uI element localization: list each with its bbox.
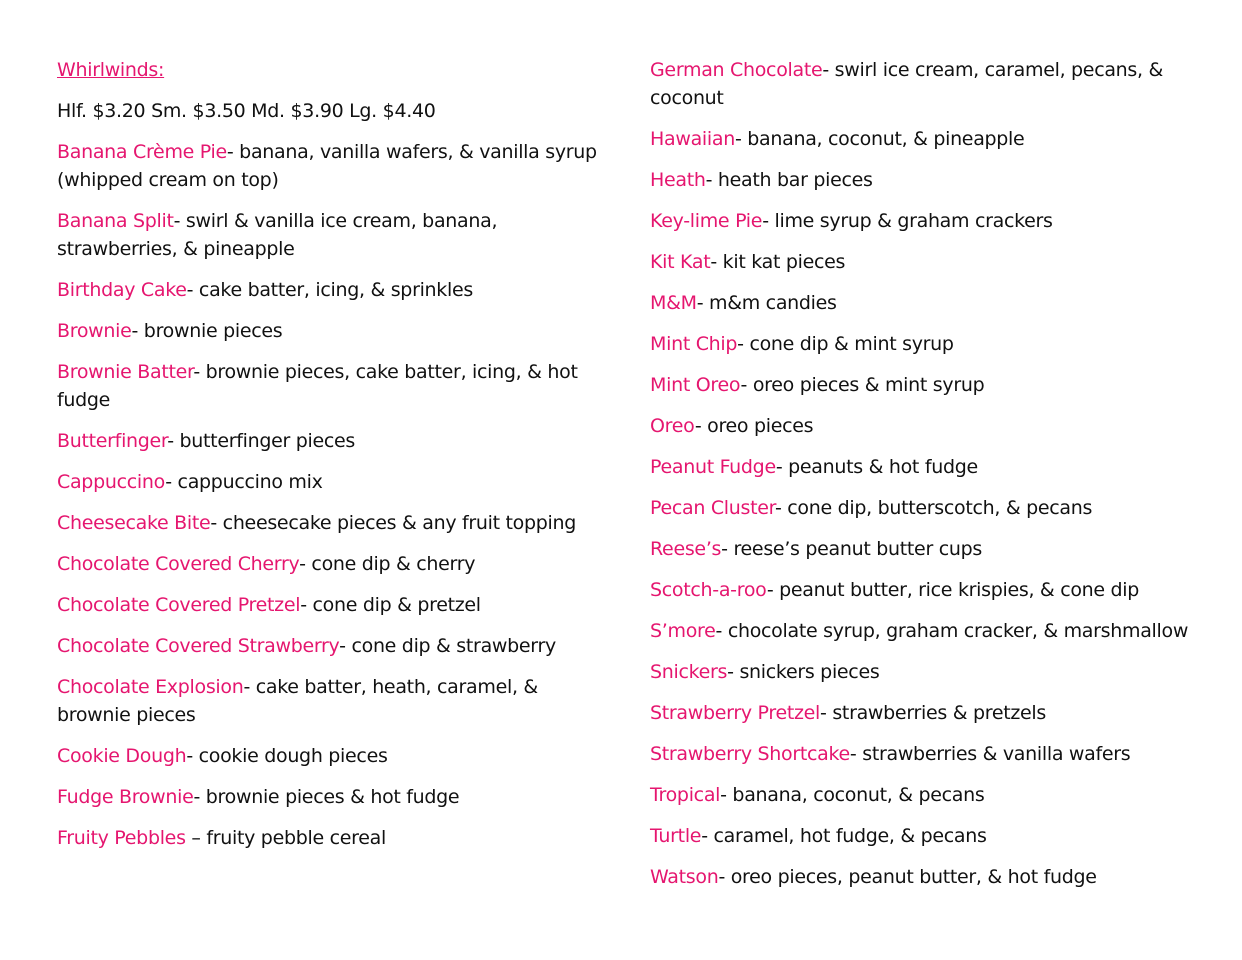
menu-item-name: Mint Oreo: [650, 374, 741, 396]
right-column: [650, 56, 1210, 904]
menu-item-name: Strawberry Pretzel: [650, 702, 821, 724]
menu-item: [57, 783, 617, 811]
menu-item-description: - banana, coconut, & pecans: [720, 784, 985, 806]
menu-item-description: - banana, vanilla wafers, & vanilla syrup (whipped cream on top): [57, 141, 597, 191]
menu-item: [57, 468, 617, 496]
menu-item-name: Chocolate Explosion: [57, 676, 244, 698]
menu-item: [650, 658, 1210, 686]
menu-item-description: - cappuccino mix: [165, 471, 323, 493]
menu-item: [650, 330, 1210, 358]
menu-item: [57, 591, 617, 619]
menu-item-name: Chocolate Covered Pretzel: [57, 594, 301, 616]
menu-item: [650, 781, 1210, 809]
menu-item-name: S’more: [650, 620, 716, 642]
section-title-line: [57, 56, 617, 84]
menu-item-description: - reese’s peanut butter cups: [721, 538, 982, 560]
menu-item: [650, 822, 1210, 850]
menu-item: [650, 453, 1210, 481]
menu-item-name: Strawberry Shortcake: [650, 743, 850, 765]
menu-item-description: - swirl ice cream, caramel, pecans, & coconut: [650, 59, 1164, 109]
menu-item-name: Key-lime Pie: [650, 210, 763, 232]
menu-item: [650, 125, 1210, 153]
menu-item-description: - peanuts & hot fudge: [775, 456, 978, 478]
menu-item-name: Pecan Cluster: [650, 497, 775, 519]
menu-item: [650, 535, 1210, 563]
menu-item-description: - cone dip & cherry: [299, 553, 476, 575]
menu-item-description: - m&m candies: [696, 292, 837, 314]
menu-item: [57, 742, 617, 770]
menu-item-name: Brownie Batter: [57, 361, 194, 383]
menu-item: [57, 509, 617, 537]
menu-item-name: Scotch-a-roo: [650, 579, 767, 601]
menu-item: [57, 673, 617, 729]
menu-item-description: - cone dip, butterscotch, & pecans: [774, 497, 1093, 519]
menu-item: [57, 207, 617, 263]
menu-item-name: Birthday Cake: [57, 279, 187, 301]
menu-item: [650, 207, 1210, 235]
menu-item: [650, 494, 1210, 522]
menu-item: [650, 740, 1210, 768]
menu-item: [57, 550, 617, 578]
menu-item-name: Cappuccino: [57, 471, 166, 493]
menu-item-description: - oreo pieces, peanut butter, & hot fudge: [718, 866, 1097, 888]
menu-item-description: - cone dip & pretzel: [300, 594, 481, 616]
menu-item-name: Snickers: [650, 661, 728, 683]
menu-item-name: Reese’s: [650, 538, 722, 560]
menu-item-name: Heath: [650, 169, 706, 191]
menu-item-name: Banana Crème Pie: [57, 141, 227, 163]
menu-item-description: - oreo pieces & mint syrup: [740, 374, 985, 396]
menu-item-description: - peanut butter, rice krispies, & cone dip: [766, 579, 1140, 601]
menu-item-name: Chocolate Covered Strawberry: [57, 635, 340, 657]
menu-item: [57, 138, 617, 194]
menu-item: [650, 576, 1210, 604]
menu-item: [650, 699, 1210, 727]
menu-item-description: - banana, coconut, & pineapple: [734, 128, 1025, 150]
menu-item-name: Hawaiian: [650, 128, 735, 150]
menu-item: [57, 632, 617, 660]
price-list: Hlf. $3.20 Sm. $3.50 Md. $3.90 Lg. $4.40: [57, 100, 436, 122]
menu-item-name: Tropical: [650, 784, 721, 806]
menu-item: [650, 617, 1210, 645]
menu-item-name: Brownie: [57, 320, 132, 342]
menu-item-description: - oreo pieces: [694, 415, 814, 437]
menu-item: [650, 289, 1210, 317]
menu-item-description: - chocolate syrup, graham cracker, & marshmallow: [715, 620, 1189, 642]
menu-item-name: Turtle: [650, 825, 702, 847]
menu-item-description: - kit kat pieces: [710, 251, 846, 273]
menu-item: [650, 412, 1210, 440]
menu-item-description: - brownie pieces, cake batter, icing, & hot fudge: [57, 361, 578, 411]
menu-item: [650, 248, 1210, 276]
menu-item-description: - cone dip & strawberry: [339, 635, 556, 657]
menu-item: [57, 427, 617, 455]
menu-item-description: - snickers pieces: [727, 661, 880, 683]
menu-item-description: - strawberries & pretzels: [820, 702, 1047, 724]
menu-item-name: Fudge Brownie: [57, 786, 194, 808]
menu-item-description: – fruity pebble cereal: [185, 827, 386, 849]
menu-item-description: - heath bar pieces: [705, 169, 873, 191]
menu-item-description: - brownie pieces & hot fudge: [193, 786, 460, 808]
menu-item-name: Fruity Pebbles: [57, 827, 186, 849]
menu-item-description: - butterfinger pieces: [167, 430, 356, 452]
menu-item: [57, 317, 617, 345]
menu-item: [650, 166, 1210, 194]
menu-item: [650, 56, 1210, 112]
menu-item-name: Watson: [650, 866, 719, 888]
menu-item-name: Mint Chip: [650, 333, 738, 355]
menu-item-description: - swirl & vanilla ice cream, banana, strawberries, & pineapple: [57, 210, 498, 260]
menu-item-description: - brownie pieces: [131, 320, 283, 342]
left-column: [57, 56, 617, 865]
menu-item: [57, 276, 617, 304]
menu-item-description: - cone dip & mint syrup: [737, 333, 954, 355]
menu-item-name: Cookie Dough: [57, 745, 187, 767]
menu-item: [57, 824, 617, 852]
menu-item-name: Kit Kat: [650, 251, 711, 273]
menu-item-description: - cake batter, heath, caramel, & brownie pieces: [57, 676, 538, 726]
menu-item-description: - cheesecake pieces & any fruit topping: [210, 512, 576, 534]
menu-item-description: - caramel, hot fudge, & pecans: [701, 825, 987, 847]
menu-item-name: Butterfinger: [57, 430, 168, 452]
section-title: Whirlwinds:: [57, 59, 165, 81]
menu-item-name: M&M: [650, 292, 697, 314]
menu-item-name: Chocolate Covered Cherry: [57, 553, 300, 575]
menu-item-description: - cookie dough pieces: [186, 745, 388, 767]
menu-item-description: - cake batter, icing, & sprinkles: [186, 279, 473, 301]
menu-item-name: Banana Split: [57, 210, 174, 232]
menu-item-description: - strawberries & vanilla wafers: [849, 743, 1131, 765]
menu-item-description: - lime syrup & graham crackers: [762, 210, 1053, 232]
menu-item: [57, 358, 617, 414]
menu-item-name: Oreo: [650, 415, 695, 437]
menu-item-name: German Chocolate: [650, 59, 823, 81]
menu-item-name: Cheesecake Bite: [57, 512, 211, 534]
menu-item-name: Peanut Fudge: [650, 456, 776, 478]
menu-item: [650, 863, 1210, 891]
menu-item: [650, 371, 1210, 399]
